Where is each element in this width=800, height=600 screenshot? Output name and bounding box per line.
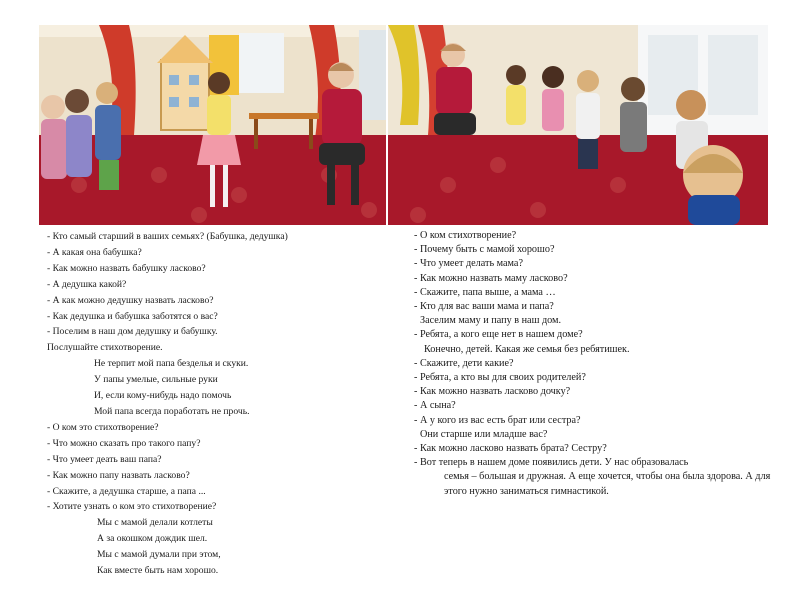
text-line: Мы с мамой делали котлеты [97,517,213,529]
text-line: - Ребята, а кто вы для своих родителей? [414,372,586,384]
text-line: - Ребята, а кого еще нет в нашем доме? [414,329,583,341]
text-line: И, если кому-нибудь надо помочь [94,390,232,402]
text-line: - О ком это стихотворение? [47,421,159,433]
text-line: - Как можно назвать бабушку ласково? [47,262,206,274]
photo-classroom-right [388,25,768,225]
text-line: Конечно, детей. Какая же семья без ребятишек. [424,343,630,355]
text-column-right [414,229,774,499]
text-line: - Что можно сказать про такого папу? [47,437,201,449]
text-line: - А сына? [414,400,456,412]
text-line: - О ком стихотворение? [414,230,517,241]
text-line: - Что умеет деать ваш папа? [47,453,162,465]
text-line: - Поселим в наш дом дедушку и бабушку. [47,326,218,338]
photo-classroom-left [39,25,386,225]
text-line: - Почему быть с мамой хорошо? [414,244,555,256]
text-line: - Как можно назвать ласково дочку? [414,386,571,398]
text-line: семья – большая и дружная. А еще хочется, чтобы она была здорова. А для этого нужно заниматься гимнастикой. [444,471,771,497]
text-line: - Вот теперь в нашем доме появились дети. У нас образовалась [414,457,689,469]
text-line: - Как можно папу назвать ласково? [47,469,190,481]
text-line: - Скажите, дети какие? [414,357,514,369]
text-line: Послушайте стихотворение. [47,342,163,354]
text-line: А за окошком дождик шел. [97,533,208,545]
text-line: - Кто самый старший в ваших семьях? (Бабушка, дедушка) [47,231,288,242]
text-line: Заселим маму и папу в наш дом. [420,315,562,327]
text-line: У папы умелые, сильные руки [94,374,218,386]
text-line: - Скажите, папа выше, а мама … [414,286,556,298]
text-line: - Как дедушка и бабушка заботятся о вас? [47,310,218,322]
text-line: - Хотите узнать о ком это стихотворение? [47,501,217,513]
text-line: - Кто для вас ваши мама и папа? [414,301,554,313]
text-line: Не терпит мой папа безделья и скуки. [94,358,249,370]
text-column-left [47,229,377,579]
text-line: Они старше или младше вас? [420,428,548,440]
text-line: - А как можно дедушку назвать ласково? [47,294,214,306]
text-line: Мой папа всегда поработать не прочь. [94,405,250,417]
text-line: - Как можно назвать маму ласково? [414,272,568,284]
text-line: - А какая она бабушка? [47,246,142,258]
text-line: - Что умеет делать мама? [414,258,523,270]
text-line: - А у кого из вас есть брат или сестра? [414,414,581,426]
text-line: Мы с мамой думали при этом, [97,549,221,561]
text-line: - А дедушка какой? [47,278,127,290]
text-line: Как вместе быть нам хорошо. [97,565,219,577]
text-line: - Скажите, а дедушка старше, а папа ... [47,485,206,497]
text-line: - Как можно ласково назвать брата? Сестру? [414,443,607,455]
